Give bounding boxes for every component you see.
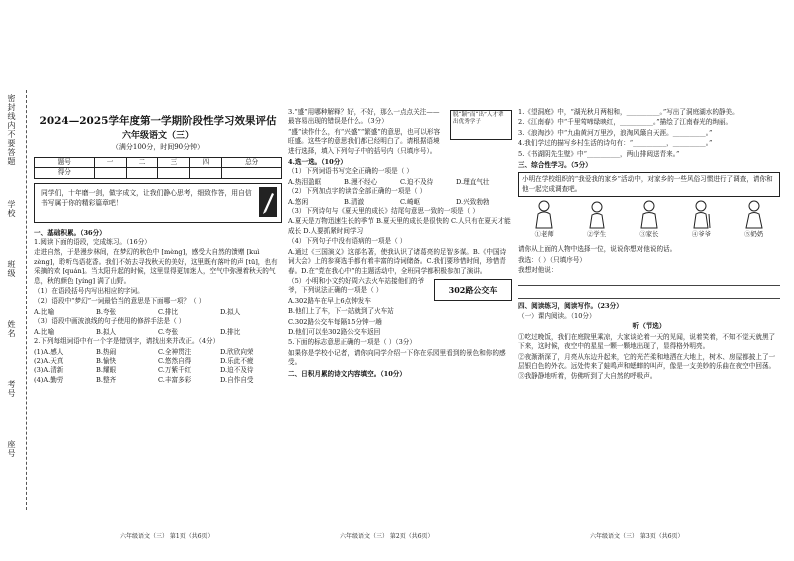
option[interactable]: D.迫不及待 <box>220 366 254 375</box>
figure-grandpa[interactable] <box>682 200 720 242</box>
score-cell[interactable] <box>190 168 222 178</box>
figure-label: ②学生 <box>586 230 607 239</box>
score-header-cell: 一 <box>94 157 126 167</box>
option[interactable]: B.拟人 <box>96 327 117 336</box>
figure-row <box>518 200 780 242</box>
option[interactable]: D.排比 <box>220 327 241 336</box>
answer-line[interactable] <box>518 276 780 286</box>
exam-subtitle: 六年级语文（三） <box>121 131 194 141</box>
question-2-row <box>34 376 282 385</box>
option[interactable]: C.悠然自得 <box>158 356 192 365</box>
notice-text: 同学们，十年磨一剑，做字成文，让我们静心思考，细致作答，用自信书写属于你的精彩篇章吧！ <box>41 188 252 207</box>
binding-seat-no: 座号 <box>7 440 16 458</box>
person-icon <box>638 200 660 230</box>
question-4-2: （2）下列加点字的读音全部正确的一项是（ ） <box>288 187 427 196</box>
reading-title: （一）课内阅读。（10分） <box>518 311 596 320</box>
question-2-row <box>34 348 282 357</box>
option[interactable]: D.欣欣向荣 <box>220 347 254 356</box>
option[interactable]: C.302路公交车每隔15分钟一趟 <box>288 317 382 326</box>
score-cell[interactable] <box>126 168 158 178</box>
question-2-row <box>34 357 282 366</box>
question-1: 1.阅读下面的语段，完成练习。（16分） <box>34 238 151 247</box>
ad-box <box>450 110 512 140</box>
option[interactable]: B.愉快 <box>96 356 117 365</box>
question-4-1-options <box>288 178 512 187</box>
poem-question: 5.《书湖阴先生壁》中“__________，两山排闼送青来。” <box>518 149 680 158</box>
article-title: 听（节选） <box>632 322 666 331</box>
question-1-3: （3）语段中画波浪线的句子使用的修辞手法是（ ） <box>34 317 186 326</box>
person-icon <box>586 200 608 230</box>
score-cell[interactable] <box>158 168 190 178</box>
answer-line[interactable] <box>518 289 780 299</box>
pen-icon <box>259 187 277 217</box>
option[interactable]: D.兴致勃勃 <box>456 197 490 206</box>
figure-teacher[interactable] <box>525 200 563 242</box>
question-4-4: （4）下列句子中没有语病的一项是（ ） <box>288 237 407 246</box>
person-icon <box>690 200 712 230</box>
option[interactable]: D.拟人 <box>220 307 241 316</box>
option[interactable]: (2)A.天真 <box>34 356 64 365</box>
exam-title: 2024—2025学年度第一学期阶段性学习效果评估 <box>39 115 277 127</box>
question-1-2: （2）语段中“梦幻”一词最恰当的意思是下面哪一项？（ ） <box>34 297 206 306</box>
option[interactable]: A.比喻 <box>34 307 55 316</box>
figure-label: ③家长 <box>639 230 659 239</box>
option[interactable]: B.清澈 <box>344 197 365 206</box>
question-5: 5.下面的标志意思正确的一项是（ ）（3分） <box>288 338 416 347</box>
option[interactable]: D.理直气壮 <box>456 177 490 186</box>
section-3-choice: 我选：（ ）（只填序号） <box>518 255 587 264</box>
question-3-text: “盛”读作什么，有“兴盛”“繁盛”的意思，也可以形容旺盛。这些字的意思我们都已经明白了。请根据语境进行选择，填入下列句子中的括号内（只填序号）。 <box>288 127 441 155</box>
page-column-3 <box>518 108 780 528</box>
section-2-title: 二、日积月累的诗文内容填空。（10分） <box>288 369 406 378</box>
section-3-box <box>518 172 780 197</box>
binding-note: 密封线内不要答题 <box>7 94 16 166</box>
question-4-5: （5）小明和小文约好周六去火车站接他们的爷爷，下列说法正确的一项是（ ） <box>288 276 425 295</box>
option[interactable]: B.他们上了车，下一站就到了火车站 <box>288 307 394 316</box>
option[interactable]: C.迫不及待 <box>400 177 434 186</box>
question-5-text: 如果你是学校小记者，请你向同学介绍一下你在乐园里看到的景色和你的感受。 <box>288 348 506 367</box>
section-3-text: 小明在学校组织的“我爱我的家乡”活动中，对家乡的一些风俗习惯进行了调查，请你和他一起完成调查吧。 <box>522 175 773 193</box>
figure-grandma[interactable] <box>735 200 773 242</box>
binding-class: 班级 <box>7 260 16 278</box>
page-column-1 <box>34 108 282 528</box>
poem-question: 2.《江南春》中“千里莺啼绿映红，__________。”描绘了江南春光的绚丽。 <box>518 118 733 127</box>
question-4-title: 4.选一选。（10分） <box>288 158 347 167</box>
section-3-title: 三、综合性学习。（5分） <box>518 161 592 170</box>
section-3-say: 我想对他说： <box>518 266 558 275</box>
section-3-question: 请你从上面的人物中选择一位，说说你想对他说的话。 <box>518 245 677 254</box>
article-paragraph: ③我静静地听着，仿佛听到了大自然的呼吸声。 <box>518 372 657 381</box>
poem-question: 4.我们学过的描写乡村生活的诗句有：“__________，__________。” <box>518 139 713 148</box>
option[interactable]: B.漫不经心 <box>344 177 378 186</box>
question-1-2-options <box>34 308 282 317</box>
option[interactable]: A.302路车在早上6点钟发车 <box>288 296 371 305</box>
question-4-2-options <box>288 198 512 207</box>
question-2-row <box>34 366 282 375</box>
notice-box <box>34 183 282 223</box>
score-table <box>34 157 282 179</box>
question-4-3-options: A.夏天是万物迅速生长的季节 B.夏天里的成长是很快的 C.人只有在夏天才能成长 D.人要抓紧时间学习 <box>288 217 511 235</box>
option[interactable]: B.夸张 <box>96 307 117 316</box>
page-footer: 六年级语文（三） 第1页（共6页） <box>120 533 214 540</box>
section-4-title: 四、阅读练习，阅读写作。（23分） <box>518 302 623 311</box>
option[interactable]: (4)A.勤劳 <box>34 375 64 384</box>
poem-question: 1.《望洞庭》中，“湖光秋月两相和，__________。”写出了洞庭湖水的静美。 <box>518 108 739 116</box>
question-3: 3.“盛”用哪种解释？好，不好，那么一点点关注——最容易出现的错误是什么。（3分） <box>288 108 440 126</box>
person-icon <box>743 200 765 230</box>
figure-label: ⑤奶奶 <box>744 230 764 239</box>
score-header-cell: 三 <box>158 157 190 167</box>
poem-question: 3.《浪淘沙》中“九曲黄河万里沙，浪淘风簸自天涯。__________。” <box>518 128 713 137</box>
option[interactable]: B.整齐 <box>96 375 117 384</box>
option[interactable]: A.热泪盈眶 <box>288 177 322 186</box>
score-row-label: 得分 <box>35 168 95 178</box>
score-header-cell: 题号 <box>35 157 95 167</box>
page-footer: 六年级语文（三） 第2页（共6页） <box>340 533 434 540</box>
score-table-header <box>35 157 282 167</box>
option[interactable]: C.排比 <box>158 307 179 316</box>
option[interactable]: C.夸张 <box>158 327 179 336</box>
bus-sign-label: 302路公交车 <box>448 284 498 295</box>
question-4-3: （3）下列诗句与《夏天里的成长》结尾句意思一致的一项是（ ） <box>288 207 479 216</box>
binding-dashed-line <box>26 90 27 510</box>
question-2: 2.下列每组词语中有一个字是错别字，请找出来并改正。（4分） <box>34 337 220 346</box>
option[interactable]: (3)A.清新 <box>34 366 64 375</box>
option[interactable]: C.丰富多彩 <box>158 375 192 384</box>
score-header-cell: 总分 <box>222 157 282 167</box>
figure-label: ④爷爷 <box>691 230 711 239</box>
option[interactable]: D.乐此不疲 <box>220 356 254 365</box>
question-1-passage: 走进自然，于是漫步林间，在梦幻的秋色中 [mèng]，感受大自然的馈赠 [kuì zèng]，聆听鸟语花香。我们不妨去寻找秋天的美好，这里既有落叶的声 [tū]，也有采摘的欢 [quán]。当太阳升起的时候，这里显得更加迷人，空气中弥漫着秋天的气息，秋的颜色 [yíng] 满了山野。 <box>34 248 278 285</box>
bus-sign <box>434 279 512 301</box>
person-icon <box>533 200 555 230</box>
option[interactable]: B.耀眼 <box>96 366 117 375</box>
question-1-1: （1）在语段括号内写出相应的字词。 <box>34 287 144 296</box>
option[interactable]: C.崎岖 <box>400 197 421 206</box>
option[interactable]: D.自作自受 <box>220 375 254 384</box>
score-header-cell: 二 <box>126 157 158 167</box>
score-cell[interactable] <box>94 168 126 178</box>
option[interactable]: C.万紫千红 <box>158 366 192 375</box>
question-4-1: （1）下列词语书写完全正确的一项是（ ） <box>288 167 413 176</box>
option[interactable]: A.悠闲 <box>288 197 309 206</box>
option[interactable]: B.热闹 <box>96 347 117 356</box>
page-footer: 六年级语文（三） 第3页（共6页） <box>590 533 684 540</box>
figure-student[interactable] <box>578 200 616 242</box>
option[interactable]: C.全神贯注 <box>158 347 192 356</box>
page-column-2 <box>288 108 512 528</box>
score-cell[interactable] <box>222 168 282 178</box>
question-1-3-options <box>34 328 282 337</box>
figure-label: ①老师 <box>534 230 554 239</box>
exam-meta: （满分100分，时间90分钟） <box>111 143 205 152</box>
binding-exam-no: 考号 <box>7 380 16 398</box>
article-paragraph: ①吃过晚饭，我们在庭院里乘凉，大家谈论着一天的见闻，说着笑着，不知不觉天就黑了下来，这时候，夜空中的星星一颗一颗地出现了，显得格外明亮。 <box>518 332 776 351</box>
option[interactable]: A.比喻 <box>34 327 55 336</box>
article-paragraph: ②夜渐渐深了，月亮从东边升起来，它的光芒柔和地洒在大地上，树木、房屋都披上了一层银白色的外衣。远处传来了蛙鸣声和蟋蟀的叫声，像是一支美妙的乐曲在夜空中回荡。 <box>518 352 776 370</box>
score-header-cell: 四 <box>190 157 222 167</box>
figure-parent[interactable] <box>630 200 668 242</box>
binding-school: 学校 <box>7 200 16 218</box>
section-1-title: 一、基础积累。（36分） <box>34 228 106 237</box>
question-4-4-options: A.通过《三国演义》这部名著，使我认识了诸葛亮的足智多谋。B.《中国诗词大会》上的参赛选手都有着丰富的诗词储备。C.我们要珍惜时间，珍惜青春。D.在“党在我心中”的主题活动中，全班同学都积极参加了演讲。 <box>288 247 507 275</box>
ad-text: 脱“颖”而“出”人才辈出优秀学子 <box>453 112 504 125</box>
binding-strip <box>4 90 30 510</box>
option[interactable]: (1)A.感人 <box>34 347 64 356</box>
score-table-row <box>35 168 282 178</box>
binding-name: 姓名 <box>7 320 16 338</box>
option[interactable]: D.他们可以坐302路公交车返回 <box>288 327 381 336</box>
